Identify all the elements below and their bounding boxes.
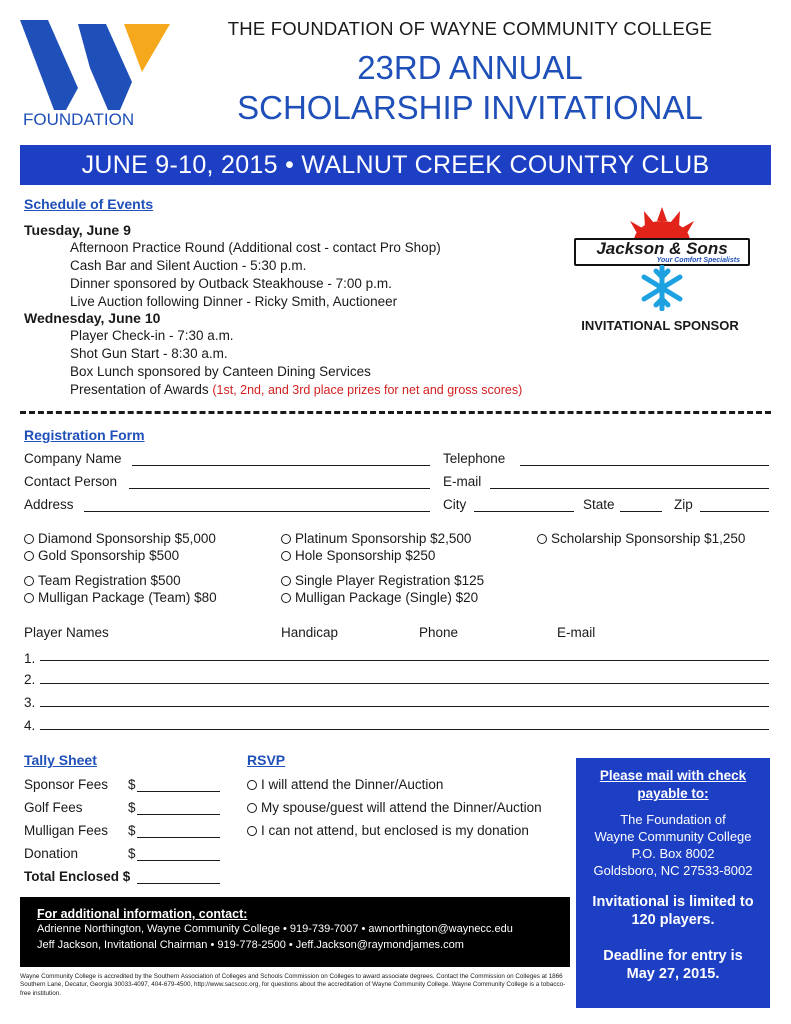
rsvp-label: I will attend the Dinner/Auction (261, 777, 444, 792)
email-field[interactable] (490, 475, 769, 489)
header-foundation-line: THE FOUNDATION OF WAYNE COMMUNITY COLLEGE (227, 18, 713, 39)
header-title-line: SCHOLARSHIP INVITATIONAL (237, 89, 703, 126)
company-field[interactable] (132, 452, 430, 466)
rsvp-option[interactable] (247, 777, 443, 792)
day1-event: Live Auction following Dinner - Ricky Smith, Auctioneer (70, 294, 398, 309)
option-label: Scholarship Sponsorship $1,250 (551, 531, 746, 546)
day1-event: Cash Bar and Silent Auction - 5:30 p.m. (70, 258, 307, 273)
tally-label: Donation (24, 846, 79, 861)
mail-address-line: Wayne Community College (594, 829, 752, 844)
tally-title: Tally Sheet (24, 752, 97, 768)
contact-field[interactable] (129, 475, 430, 489)
tally-label: Mulligan Fees (24, 823, 109, 838)
city-field[interactable] (474, 498, 574, 512)
city-label: City (443, 497, 467, 512)
option-single-player[interactable] (281, 573, 484, 588)
mail-address-line: P.O. Box 8002 (631, 846, 715, 861)
day2-event: Player Check-in - 7:30 a.m. (70, 328, 234, 343)
day1-event: Dinner sponsored by Outback Steakhouse - 7:00 p.m. (70, 276, 392, 291)
radio-icon (281, 534, 291, 544)
player-field[interactable] (40, 670, 769, 684)
day2-awards-event (70, 381, 522, 399)
rsvp-label: I can not attend, but enclosed is my donation (261, 823, 529, 838)
sponsor-caption: INVITATIONAL SPONSOR (581, 318, 739, 333)
mail-address-line: The Foundation of (620, 812, 726, 827)
radio-icon (281, 551, 291, 561)
player-field[interactable] (40, 716, 769, 730)
deadline-line: May 27, 2015. (626, 966, 720, 982)
section-divider (20, 411, 771, 414)
option-label: Mulligan Package (Team) $80 (38, 590, 217, 605)
option-mulligan-team[interactable] (24, 590, 217, 605)
player-names-header: Player Names (24, 625, 109, 640)
radio-icon (537, 534, 547, 544)
option-team[interactable] (24, 573, 181, 588)
sponsor-name-plate (574, 238, 750, 266)
state-label: State (583, 497, 615, 512)
contact-line: Adrienne Northington, Wayne Community College • 919-739-7007 • awnorthington@waynecc.edu (37, 923, 513, 935)
golf-fees-field[interactable] (137, 801, 220, 815)
snowflake-icon (572, 265, 752, 311)
telephone-field[interactable] (520, 452, 769, 466)
option-diamond[interactable] (24, 531, 216, 546)
sponsor-tagline: Your Comfort Specialists (656, 257, 740, 264)
address-label: Address (24, 497, 74, 512)
address-field[interactable] (84, 498, 430, 512)
day2-label: Wednesday, June 10 (24, 310, 161, 326)
sponsor-fees-field[interactable] (137, 778, 220, 792)
option-platinum[interactable] (281, 531, 471, 546)
contact-box-title: For additional information, contact: (37, 907, 248, 921)
player-number: 4. (24, 718, 36, 733)
option-label: Diamond Sponsorship $5,000 (38, 531, 216, 546)
day1-label: Tuesday, June 9 (24, 222, 131, 238)
option-label: Hole Sponsorship $250 (295, 548, 436, 563)
radio-icon (24, 551, 34, 561)
option-scholarship[interactable] (537, 531, 745, 546)
rsvp-label: My spouse/guest will attend the Dinner/Auction (261, 800, 542, 815)
player-limit-line: 120 players. (631, 912, 715, 928)
state-field[interactable] (620, 498, 662, 512)
player-field[interactable] (40, 693, 769, 707)
tally-label: Golf Fees (24, 800, 83, 815)
radio-icon (281, 576, 291, 586)
player-number: 1. (24, 651, 36, 666)
foundation-w-icon (20, 20, 170, 110)
foundation-logo (20, 20, 170, 132)
telephone-label: Telephone (443, 451, 506, 466)
radio-icon (24, 593, 34, 603)
radio-icon (24, 534, 34, 544)
contact-line: Jeff Jackson, Invitational Chairman • 919-778-2500 • Jeff.Jackson@raymondjames.com (37, 939, 464, 951)
header-annual-line: 23RD ANNUAL (357, 49, 583, 86)
day2-event: Shot Gun Start - 8:30 a.m. (70, 346, 228, 361)
rsvp-option[interactable] (247, 823, 529, 838)
dollar-sign: $ (128, 846, 136, 861)
option-label: Single Player Registration $125 (295, 573, 485, 588)
mail-info-box (576, 758, 770, 1008)
player-number: 2. (24, 672, 36, 687)
day2-event: Box Lunch sponsored by Canteen Dining Services (70, 364, 371, 379)
registration-title: Registration Form (24, 427, 145, 443)
mail-address-line: Goldsboro, NC 27533-8002 (593, 863, 753, 878)
total-enclosed-field[interactable] (137, 870, 220, 884)
zip-field[interactable] (700, 498, 769, 512)
logo-label: FOUNDATION (23, 110, 135, 129)
handicap-header: Handicap (281, 625, 339, 640)
dollar-sign: $ (128, 777, 136, 792)
email-label: E-mail (443, 474, 482, 489)
radio-icon (247, 826, 257, 836)
option-hole[interactable] (281, 548, 435, 563)
radio-icon (281, 593, 291, 603)
mulligan-fees-field[interactable] (137, 824, 220, 838)
total-enclosed-label: Total Enclosed $ (24, 869, 131, 884)
option-label: Mulligan Package (Single) $20 (295, 590, 479, 605)
option-gold[interactable] (24, 548, 179, 563)
player-email-header: E-mail (557, 625, 596, 640)
sponsor-name: Jackson & Sons (596, 239, 728, 258)
radio-icon (247, 803, 257, 813)
accreditation-fineprint: Wayne Community College is accredited by the Southern Association of Colleges and Schools Commission on Colleges to award associate degrees. Contact the Commission on Colleges at 1866 Southern Lane, Decatur, Georgia 30033-4097, 404-679-4500, http://www.sacscoc.org, for questions about the accreditation of Wayne Community College. Wayne Community College is a tobacco-free institution. (20, 973, 566, 997)
contact-label: Contact Person (24, 474, 118, 489)
player-field[interactable] (40, 647, 769, 661)
day1-event: Afternoon Practice Round (Additional cost - contact Pro Shop) (70, 240, 441, 255)
date-venue-banner: JUNE 9-10, 2015 • WALNUT CREEK COUNTRY CLUB (20, 145, 771, 185)
mail-heading: Please mail with check (599, 768, 747, 783)
option-label: Platinum Sponsorship $2,500 (295, 531, 472, 546)
awards-note: (1st, 2nd, and 3rd place prizes for net and gross scores) (212, 383, 523, 397)
donation-field[interactable] (137, 847, 220, 861)
radio-icon (247, 780, 257, 790)
company-label: Company Name (24, 451, 122, 466)
schedule-title: Schedule of Events (24, 196, 154, 212)
player-limit-line: Invitational is limited to (592, 894, 754, 910)
zip-label: Zip (674, 497, 693, 512)
dollar-sign: $ (128, 800, 136, 815)
rsvp-title: RSVP (247, 752, 286, 768)
phone-header: Phone (419, 625, 459, 640)
option-label: Gold Sponsorship $500 (38, 548, 180, 563)
awards-label: Presentation of Awards (70, 382, 209, 397)
rsvp-option[interactable] (247, 800, 542, 815)
tally-label: Sponsor Fees (24, 777, 109, 792)
player-number: 3. (24, 695, 36, 710)
radio-icon (24, 576, 34, 586)
mail-heading: payable to: (637, 786, 709, 801)
option-mulligan-single[interactable] (281, 590, 478, 605)
option-label: Team Registration $500 (38, 573, 181, 588)
dollar-sign: $ (128, 823, 136, 838)
contact-info-box (20, 897, 570, 967)
sponsor-logo (572, 205, 752, 311)
deadline-line: Deadline for entry is (603, 948, 743, 964)
